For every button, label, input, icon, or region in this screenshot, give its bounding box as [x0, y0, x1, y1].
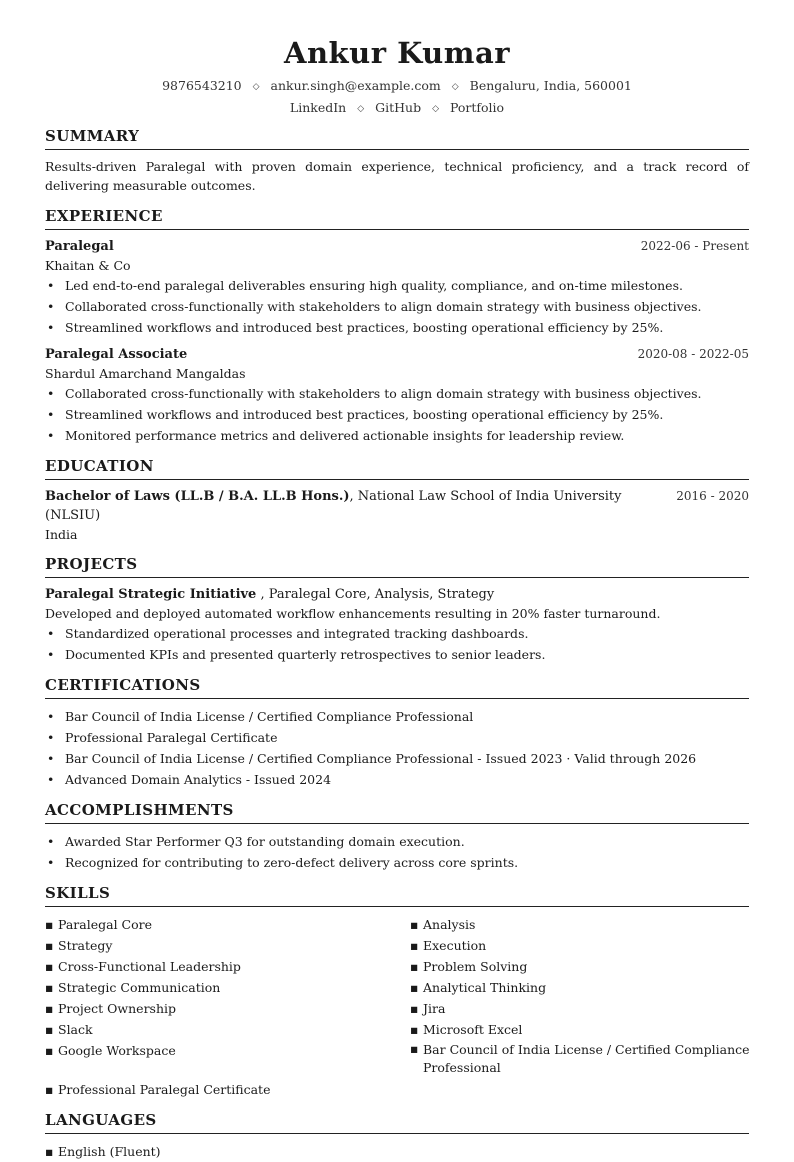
education-location: India	[45, 527, 78, 542]
bullet-icon: •	[47, 855, 55, 870]
accomplishment-item: • Recognized for contributing to zero-defect delivery across core sprints.	[45, 852, 749, 873]
accomplishments-list	[45, 831, 749, 873]
bullet-icon: ▪	[410, 938, 419, 953]
skill-item: ▪ Cross-Functional Leadership	[45, 956, 410, 977]
accomplishment-item: • Awarded Star Performer Q3 for outstanding domain execution.	[45, 831, 749, 852]
location-text: Bengaluru, India, 560001	[469, 78, 632, 93]
bullet-icon: ▪	[45, 1144, 54, 1159]
bullet-icon: ▪	[45, 1022, 54, 1037]
bullet-icon: •	[47, 772, 55, 787]
bullet-icon: •	[47, 751, 55, 766]
skill-item: ▪ Problem Solving	[410, 956, 750, 977]
bullet-icon: •	[47, 834, 55, 849]
bullet-icon: ▪	[45, 959, 54, 974]
project-bullet: • Documented KPIs and presented quarterly retrospectives to senior leaders.	[45, 644, 749, 665]
bullet-icon: •	[47, 278, 55, 293]
project-tags: , Paralegal Core, Analysis, Strategy	[256, 587, 495, 602]
bullet-icon: ▪	[45, 917, 54, 932]
skill-item: ▪ Microsoft Excel	[410, 1019, 750, 1040]
bullet-icon: ▪	[410, 917, 419, 932]
job-role: Paralegal Associate	[45, 347, 188, 362]
bullet-icon: ▪	[410, 1022, 419, 1037]
skills-heading: SKILLS	[45, 883, 749, 907]
bullet-icon: ▪	[410, 959, 419, 974]
phone-text: 9876543210	[162, 78, 242, 93]
job-dates: 2020-08 - 2022-05	[637, 347, 749, 361]
skill-item: ▪ Strategy	[45, 935, 410, 956]
job-role: Paralegal	[45, 239, 114, 254]
bullet-icon: •	[47, 647, 55, 662]
certification-item: • Bar Council of India License / Certified Compliance Professional	[45, 706, 749, 727]
contact-line	[0, 76, 794, 98]
bullet-icon: •	[47, 299, 55, 314]
skill-item: ▪ Analysis	[410, 914, 750, 935]
separator-icon: ◇	[357, 104, 365, 114]
experience-item	[45, 237, 749, 338]
language-item: ▪ English (Fluent)	[45, 1141, 749, 1162]
skill-item: ▪ Project Ownership	[45, 998, 410, 1019]
school-name: , National Law School of India University (NLSIU)	[45, 489, 622, 523]
bullet-icon: •	[47, 709, 55, 724]
certification-item: • Bar Council of India License / Certified Compliance Professional - Issued 2023 · Valid through 2026	[45, 748, 749, 769]
experience-heading: EXPERIENCE	[45, 206, 749, 230]
skill-item: ▪ Slack	[45, 1019, 410, 1040]
candidate-name: Ankur Kumar	[283, 36, 511, 70]
education-heading: EDUCATION	[45, 456, 749, 480]
skill-item: ▪ Google Workspace	[45, 1040, 410, 1061]
links-line	[0, 98, 794, 120]
education-dates: 2016 - 2020	[676, 489, 749, 503]
job-bullet: • Collaborated cross-functionally with stakeholders to align domain strategy with business objectives.	[45, 383, 749, 404]
separator-icon: ◇	[451, 82, 459, 92]
skill-item: ▪ Bar Council of India License / Certified Compliance Professional	[410, 1041, 750, 1075]
job-bullet: • Collaborated cross-functionally with stakeholders to align domain strategy with business objectives.	[45, 296, 749, 317]
email-text: ankur.singh@example.com	[270, 78, 441, 93]
bullet-icon: ▪	[410, 980, 419, 995]
languages-list	[45, 1141, 749, 1162]
github-link[interactable]: GitHub	[375, 100, 422, 115]
separator-icon: ◇	[252, 82, 260, 92]
bullet-icon: •	[47, 386, 55, 401]
project-name: Paralegal Strategic Initiative	[45, 587, 257, 602]
skill-item: ▪ Strategic Communication	[45, 977, 410, 998]
skills-column-right	[410, 914, 750, 1100]
project-description: Developed and deployed automated workflow enhancements resulting in 20% faster turnaround.	[45, 606, 661, 621]
degree-name: Bachelor of Laws (LL.B / B.A. LL.B Hons.)	[45, 489, 350, 504]
portfolio-link[interactable]: Portfolio	[449, 100, 505, 115]
bullet-icon: •	[47, 626, 55, 641]
bullet-icon: ▪	[45, 980, 54, 995]
project-item	[45, 585, 749, 665]
job-dates: 2022-06 - Present	[640, 239, 749, 253]
job-company: Shardul Amarchand Mangaldas	[45, 366, 246, 381]
bullet-icon: •	[47, 730, 55, 745]
bullet-icon: ▪	[45, 938, 54, 953]
job-bullet: • Monitored performance metrics and delivered actionable insights for leadership review.	[45, 425, 749, 446]
skill-item: ▪ Professional Paralegal Certificate	[45, 1079, 410, 1100]
separator-icon: ◇	[432, 104, 439, 114]
skill-item: ▪ Paralegal Core	[45, 914, 410, 935]
projects-heading: PROJECTS	[45, 554, 749, 578]
job-bullet: • Streamlined workflows and introduced best practices, boosting operational efficiency by 25%.	[45, 404, 749, 425]
certifications-list	[45, 706, 749, 790]
job-bullet: • Streamlined workflows and introduced best practices, boosting operational efficiency by 25%.	[45, 317, 749, 338]
summary-text: Results-driven Paralegal with proven domain experience, technical proficiency, and a track record of delivering measurable outcomes.	[45, 159, 749, 193]
resume-content	[45, 126, 749, 1162]
languages-heading: LANGUAGES	[45, 1110, 749, 1134]
job-company: Khaitan & Co	[45, 258, 131, 273]
experience-item	[45, 345, 749, 446]
bullet-icon: ▪	[410, 1001, 419, 1016]
skill-item: ▪ Execution	[410, 935, 750, 956]
certifications-heading: CERTIFICATIONS	[45, 675, 749, 699]
skills-column-left	[45, 914, 410, 1100]
certification-item: • Professional Paralegal Certificate	[45, 727, 749, 748]
job-bullet: • Led end-to-end paralegal deliverables ensuring high quality, compliance, and on-time milestones.	[45, 275, 749, 296]
education-item	[45, 487, 749, 544]
summary-heading: SUMMARY	[45, 126, 749, 150]
bullet-icon: ▪	[45, 1043, 54, 1058]
bullet-icon: •	[47, 407, 55, 422]
accomplishments-heading: ACCOMPLISHMENTS	[45, 800, 749, 824]
resume-header	[0, 0, 794, 120]
skills-grid	[45, 914, 749, 1100]
skill-item: ▪ Analytical Thinking	[410, 977, 750, 998]
linkedin-link[interactable]: LinkedIn	[289, 100, 347, 115]
bullet-icon: •	[47, 428, 55, 443]
project-bullet: • Standardized operational processes and integrated tracking dashboards.	[45, 623, 749, 644]
bullet-icon: ▪	[410, 1041, 419, 1056]
skill-item: ▪ Jira	[410, 998, 750, 1019]
certification-item: • Advanced Domain Analytics - Issued 2024	[45, 769, 749, 790]
bullet-icon: ▪	[45, 1082, 54, 1097]
bullet-icon: ▪	[45, 1001, 54, 1016]
bullet-icon: •	[47, 320, 55, 335]
